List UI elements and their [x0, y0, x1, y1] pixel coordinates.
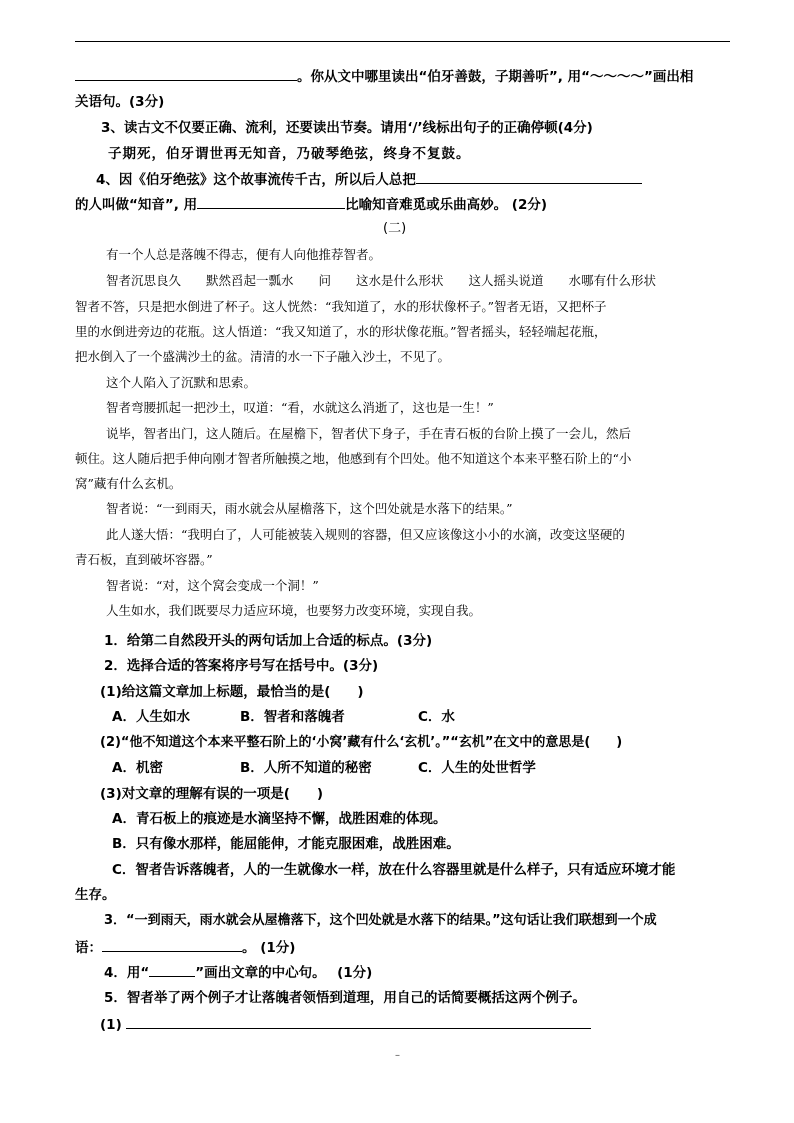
question-1: 1．给第二自然段开头的两句话加上合适的标点。(3分): [104, 633, 433, 649]
answer-blank[interactable]: [126, 1014, 591, 1029]
passage-p9: 人生如水，我们既要尽力适应环境，也要努力改变环境，实现自我。: [106, 603, 482, 618]
question-2: 2．选择合适的答案将序号写在括号中。(3分): [104, 658, 379, 674]
answer-blank[interactable]: [197, 194, 345, 209]
passage-p3: 这个人陷入了沉默和思索。: [106, 375, 257, 390]
q4b-text-pre: 4．用“: [104, 965, 150, 981]
answer-blank[interactable]: [416, 169, 642, 184]
question-2-2: (2)“他不知道这个本来平整石阶上的‘小窝’藏有什么‘玄机’。”“玄机”在文中的意思是( ): [100, 735, 623, 750]
footer-mark: –: [395, 1050, 400, 1061]
option-2-3-c-l1: C．智者告诉落魄者，人的一生就像水一样，放在什么容器里就是什么样子，只有适应环境才能: [112, 862, 676, 878]
question-5: 5．智者举了两个例子才让落魄者领悟到道理，用自己的话简要概括这两个例子。: [104, 990, 586, 1006]
header-rule: [75, 41, 730, 42]
section-heading: (二): [383, 221, 407, 236]
q-top-line-1: [75, 66, 693, 87]
q-top-line-2: 关语句。(3分): [75, 94, 165, 110]
option-2-1-a: A．人生如水: [112, 709, 190, 725]
option-2-1-c: C．水: [418, 709, 455, 725]
option-2-3-b: B．只有像水那样，能屈能伸，才能克服困难，战胜困难。: [112, 836, 460, 852]
q4-text: 4、因《伯牙绝弦》这个故事流传千古，所以后人总把: [96, 172, 416, 188]
question-2-1: (1)给这篇文章加上标题，最恰当的是( ): [100, 684, 364, 700]
q4-text-post: 比喻知音难觅或乐曲高妙。 (2分): [345, 197, 548, 213]
q4-line-2: [75, 194, 547, 215]
question-3-l1: 3．“一到雨天，雨水就会从屋檐落下，这个凹处就是水落下的结果。”这句话让我们联想到一个成: [104, 913, 657, 928]
option-2-1-b: B．智者和落魄者: [240, 709, 345, 725]
answer-blank[interactable]: [102, 937, 242, 952]
option-2-2-a: A．机密: [112, 760, 163, 776]
passage-p5-l2: 顿住。这人随后把手伸向刚才智者所触摸之地，他感到有个凹处。他不知道这个本来平整石阶上的“小: [75, 451, 632, 466]
answer-blank[interactable]: [75, 66, 297, 81]
passage-p1: 有一个人总是落魄不得志，便有人向他推荐智者。: [106, 247, 382, 262]
question-2-3: (3)对文章的理解有误的一项是( ): [100, 786, 324, 802]
passage-p4: 智者弯腰抓起一把沙土，叹道：“看，水就这么消逝了，这也是一生！”: [106, 400, 494, 415]
passage-p5-l3: 窝”藏有什么玄机。: [75, 476, 182, 491]
q-top-text: 。你从文中哪里读出“伯牙善鼓，子期善听”, 用“～～～～”画出相: [297, 69, 694, 85]
question-5-1: [100, 1014, 591, 1035]
q3-text-post: 。 (1分): [242, 940, 296, 956]
option-2-3-c-l2: 生存。: [75, 887, 116, 903]
passage-p2-l2: 智者不答，只是把水倒进了杯子。这人恍然：“我知道了，水的形状像杯子。”智者无语，又把杯子: [75, 299, 607, 314]
q4-line-1: [96, 169, 642, 190]
option-2-2-c: C．人生的处世哲学: [418, 760, 536, 776]
q4b-text-post: ”画出文章的中心句。 (1分): [195, 965, 373, 981]
passage-p7-l1: 此人遂大悟：“我明白了，人可能被装入规则的容器，但又应该像这小小的水滴，改变这坚硬的: [106, 527, 625, 542]
question-4: [104, 962, 372, 983]
passage-p2-l1: 智者沉思良久 默然舀起一瓢水 问 这水是什么形状 这人摇头说道 水哪有什么形状: [106, 273, 657, 288]
q4-text-pre: 的人叫做“知音”, 用: [75, 197, 198, 213]
q3-prompt: 3、读古文不仅要正确、流利，还要读出节奏。请用‘/’线标出句子的正确停顿(4分): [101, 120, 593, 136]
question-3-l2: [75, 937, 295, 958]
passage-p5-l1: 说毕，智者出门，这人随后。在屋檐下，智者伏下身子，手在青石板的台阶上摸了一会儿，然后: [106, 426, 632, 441]
passage-p2-l3: 里的水倒进旁边的花瓶。这人悟道：“我又知道了，水的形状像花瓶。”智者摇头，轻轻端起花瓶，: [75, 324, 607, 339]
q3-text-pre: 语：: [75, 940, 102, 956]
option-2-3-a: A．青石板上的痕迹是水滴坚持不懈，战胜困难的体现。: [112, 811, 447, 827]
passage-p7-l2: 青石板，直到破坏容器。”: [75, 552, 213, 567]
answer-blank[interactable]: [149, 962, 195, 977]
passage-p2-l4: 把水倒入了一个盛满沙土的盆。清清的水一下子融入沙土，不见了。: [75, 349, 451, 364]
q3-sentence: 子期死，伯牙谓世再无知音，乃破琴绝弦，终身不复鼓。: [108, 146, 471, 162]
q5-1-label: (1): [100, 1017, 122, 1033]
passage-p6: 智者说：“一到雨天，雨水就会从屋檐落下，这个凹处就是水落下的结果。”: [106, 501, 513, 516]
passage-p8: 智者说：“对，这个窝会变成一个洞！”: [106, 578, 319, 593]
option-2-2-b: B．人所不知道的秘密: [240, 760, 372, 776]
